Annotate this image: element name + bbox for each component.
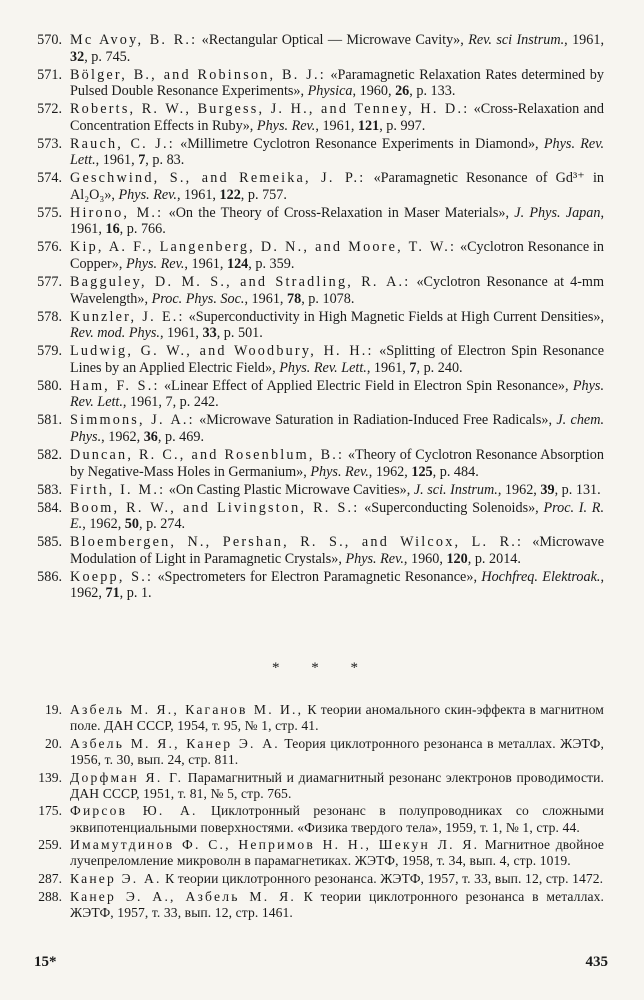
reference-number: 574. — [37, 170, 62, 187]
reference-number: 583. — [37, 481, 62, 498]
reference-entry — [0, 239, 644, 272]
reference-text — [70, 534, 604, 567]
citation-text: , 1962, — [497, 481, 541, 498]
reference-text — [70, 67, 604, 100]
reference-text — [70, 482, 604, 499]
journal-title: Phys. Rev. — [118, 186, 177, 203]
reference-entry — [0, 447, 644, 480]
citation-text: «Superconductivity in High Magnetic Fields at High Current Densities», — [184, 308, 604, 325]
reference-text — [70, 170, 604, 203]
reference-entry — [0, 136, 644, 169]
journal-title: Phys. Rev. — [125, 256, 185, 273]
citation-text: , p. 997. — [379, 117, 426, 134]
volume-number: 124 — [226, 256, 249, 273]
reference-entry — [0, 736, 644, 768]
reference-text — [70, 569, 604, 602]
reference-entry — [0, 871, 644, 887]
reference-entry — [0, 569, 644, 602]
reference-list-russian — [0, 702, 644, 922]
journal-title: Phys. Rev. Lett. — [279, 359, 367, 376]
journal-title: Proc. Phys. Soc. — [151, 290, 245, 307]
author-names: Ludwig, G. W., and Woodbury, H. H.: — [70, 343, 374, 360]
citation-text: , p. 501. — [216, 325, 263, 342]
journal-title: Phys. Rev. Lett. — [70, 135, 604, 169]
citation-text: , 1961, — [366, 359, 410, 376]
citation-text: , 1962, — [368, 463, 412, 480]
journal-title: J. chem. Phys. — [70, 412, 604, 445]
citation-text: «Millimetre Cyclotron Resonance Experiments in Diamond», — [174, 135, 544, 152]
citation-text: «Superconducting Solenoids», — [359, 499, 544, 516]
citation-text: , p. 484. — [432, 463, 479, 480]
volume-number: 71 — [105, 585, 120, 602]
journal-title: Phys. Rev. — [310, 463, 369, 480]
journal-title: Phys. Rev. — [345, 550, 404, 567]
reference-text — [70, 378, 604, 411]
volume-number: 39 — [540, 481, 555, 498]
reference-text — [70, 871, 604, 887]
reference-entry — [0, 889, 644, 921]
reference-number: 577. — [37, 274, 62, 291]
citation-text: «Splitting of Electron Spin Resonance Lines by an Applied Electric Field», — [70, 343, 604, 376]
signature-mark: 15* — [34, 954, 57, 970]
reference-entry — [0, 32, 644, 65]
author-names: Bloembergen, N., Pershan, R. S., and Wilcox, L. R.: — [70, 534, 524, 551]
reference-number: 582. — [37, 446, 62, 463]
reference-number: 580. — [37, 377, 62, 394]
journal-title: J. sci. Instrum. — [413, 481, 498, 498]
citation-text: К теории циклотронного резонанса. ЖЭТФ, 1957, т. 33, вып. 12, стр. 1472. — [161, 870, 604, 886]
author-names: Канер Э. А., Азбель М. Я. — [70, 888, 296, 904]
citation-text: , p. 1078. — [301, 290, 355, 307]
citation-text: , 1961, — [70, 204, 605, 238]
citation-text: , 1960, — [352, 83, 396, 100]
reference-entry — [0, 205, 644, 238]
reference-list-english — [0, 32, 644, 603]
citation-text: Циклотронный резонанс в полупроводниках со сложными эквипотенциальными поверхностями. «Физика твердого тела», 1959, т. 1, № 1, стр. 44. — [70, 803, 605, 835]
reference-number: 585. — [37, 534, 62, 551]
reference-text — [70, 770, 604, 802]
journal-title: Rev. mod. Phys. — [70, 325, 160, 342]
citation-text: , 1961, — [176, 186, 220, 203]
reference-text — [70, 447, 604, 480]
reference-number: 572. — [37, 101, 62, 118]
citation-text: , 1961, — [244, 290, 288, 307]
reference-text — [70, 309, 604, 342]
reference-entry — [0, 378, 644, 411]
reference-entry — [0, 500, 644, 533]
reference-entry — [0, 67, 644, 100]
reference-number: 578. — [37, 308, 62, 325]
reference-entry — [0, 702, 644, 734]
citation-text: , p. 133. — [409, 83, 456, 100]
volume-number: 78 — [287, 290, 302, 307]
reference-entry — [0, 101, 644, 134]
citation-text: , p. 131. — [554, 481, 601, 498]
citation-text: «Linear Effect of Applied Electric Field in Electron Spin Resonance», — [159, 377, 573, 394]
citation-text: «On Casting Plastic Microwave Cavities», — [165, 481, 414, 498]
reference-number: 287. — [38, 870, 62, 886]
citation-text: , p. 469. — [157, 428, 204, 445]
author-names: Koepp, S.: — [70, 568, 154, 585]
citation-text: К теории циклотронного резонанса в металлах. ЖЭТФ, 1957, т. 33, вып. 12, стр. 1461. — [70, 888, 604, 920]
volume-number: 36 — [143, 428, 158, 445]
citation-text: , 1960, — [403, 550, 447, 567]
reference-entry — [0, 343, 644, 376]
reference-number: 573. — [37, 135, 62, 152]
author-names: Дорфман Я. Г. — [70, 769, 184, 785]
citation-text: «Microwave Saturation in Radiation-Induced Free Radicals», — [194, 412, 557, 429]
author-names: Geschwind, S., and Remeika, J. P.: — [70, 170, 366, 187]
author-names: Азбель М. Я., Каганов М. И., — [70, 702, 304, 717]
reference-entry — [0, 837, 644, 869]
author-names: Имамутдинов Ф. С., Непримов Н. Н., Шекун Л. Я. — [70, 837, 480, 853]
reference-text — [70, 736, 604, 768]
reference-entry — [0, 534, 644, 567]
journal-title: Phys. Rev. Lett. — [70, 377, 604, 411]
citation-text: , p. 757. — [240, 186, 287, 203]
volume-number: 125 — [411, 463, 433, 480]
author-names: Firth, I. M.: — [70, 481, 166, 498]
volume-number: 33 — [202, 325, 217, 342]
reference-number: 19. — [45, 702, 62, 717]
citation-text: Магнитное двойное лучепреломление микроволн в парамагнетиках. ЖЭТФ, 1958, т. 34, вып. 4, стр. 1019. — [70, 837, 605, 869]
citation-text: , p. 359. — [248, 256, 295, 273]
citation-text: , p. 83. — [145, 152, 185, 169]
author-names: Ham, F. S.: — [70, 377, 160, 394]
author-names: Фирсов Ю. А. — [70, 803, 198, 819]
journal-title: Hochfreq. Elektroak. — [481, 568, 601, 585]
volume-number: 121 — [357, 117, 380, 134]
citation-text: «Theory of Cyclotron Resonance Absorption by Negative-Mass Holes in Germanium», — [70, 446, 604, 480]
reference-text — [70, 205, 604, 238]
reference-text — [70, 837, 604, 869]
volume-number: 50 — [124, 516, 139, 533]
section-separator: * * * — [272, 660, 372, 676]
volume-number: 7 — [138, 152, 146, 169]
author-names: Mc Avoy, B. R.: — [70, 32, 198, 48]
reference-entry — [0, 770, 644, 802]
citation-text: , p. 240. — [416, 359, 463, 376]
reference-text — [70, 32, 604, 65]
reference-number: 571. — [37, 66, 62, 83]
citation-text: «Microwave Modulation of Light in Paramagnetic Crystals», — [70, 534, 604, 567]
reference-text — [70, 343, 604, 376]
author-names: Азбель М. Я., Канер Э. А. — [70, 735, 280, 751]
journal-title: Proc. I. R. E. — [70, 499, 605, 533]
author-names: Boom, R. W., and Livingston, R. S.: — [70, 499, 360, 516]
reference-text — [70, 702, 604, 734]
reference-text — [70, 803, 604, 835]
volume-number: 16 — [105, 221, 120, 238]
citation-text: «On the Theory of Cross-Relaxation in Maser Materials», — [163, 204, 515, 221]
reference-text — [70, 500, 604, 533]
reference-entry — [0, 274, 644, 307]
citation-text: Теория циклотронного резонанса в металлах. ЖЭТФ, 1956, т. 30, вып. 24, стр. 811. — [70, 735, 604, 767]
journal-title: J. Phys. Japan — [514, 204, 601, 221]
volume-number: 122 — [219, 186, 241, 203]
journal-title: Rev. sci Instrum. — [468, 32, 565, 48]
volume-number: 32 — [70, 48, 85, 65]
citation-text: , 1962, — [101, 428, 144, 445]
reference-entry — [0, 482, 644, 499]
author-names: Kip, A. F., Langenberg, D. N., and Moore, T. W.: — [70, 239, 457, 256]
reference-text — [70, 412, 604, 445]
author-names: Roberts, R. W., Burgess, J. H., and Tenney, H. D.: — [70, 101, 470, 118]
author-names: Duncan, R. C., and Rosenblum, B.: — [70, 446, 345, 463]
journal-title: Phys. Rev. — [256, 117, 316, 134]
reference-text — [70, 889, 604, 921]
citation-text: «Cross-Relaxation and Concentration Effects in Ruby», — [70, 101, 604, 134]
reference-number: 581. — [37, 412, 62, 429]
reference-text — [70, 274, 604, 307]
citation-text: , p. 2014. — [467, 550, 521, 567]
reference-entry — [0, 803, 644, 835]
citation-text: , 1962, — [82, 516, 125, 533]
citation-text: , p. 745. — [84, 48, 131, 65]
author-names: Rauch, C. J.: — [70, 135, 175, 152]
reference-number: 586. — [37, 568, 62, 585]
reference-entry — [0, 170, 644, 203]
citation-text: , p. 1. — [119, 585, 152, 602]
citation-text: , p. 766. — [119, 221, 166, 238]
reference-text — [70, 136, 604, 169]
author-names: Канер Э. А. — [70, 870, 162, 886]
citation-text: К теории аномального скин-эффекта в магнитном поле. ДАН СССР, 1954, т. 95, № 1, стр. 41. — [70, 702, 604, 734]
reference-number: 576. — [37, 239, 62, 256]
volume-number: 120 — [446, 550, 468, 567]
citation-text: «Cyclotron Resonance at 4-mm Wavelength», — [70, 274, 604, 307]
reference-number: 20. — [45, 735, 62, 751]
citation-text: «Spectrometers for Electron Paramagnetic Resonance», — [153, 568, 482, 585]
citation-text: , 1961, — [315, 117, 358, 134]
reference-number: 570. — [37, 32, 62, 48]
author-names: Bagguley, D. M. S., and Stradling, R. A.: — [70, 274, 411, 291]
reference-number: 584. — [37, 499, 62, 516]
volume-number: 7 — [409, 359, 417, 376]
reference-number: 288. — [38, 888, 62, 904]
citation-text: «Cyclotron Resonance in Copper», — [70, 239, 604, 273]
reference-number: 259. — [38, 837, 62, 853]
citation-text: , 1961, — [95, 152, 139, 169]
reference-number: 175. — [38, 803, 62, 819]
citation-text: «Paramagnetic Resonance of Gd³⁺ in Al₂O₃», — [70, 170, 604, 203]
author-names: Hirono, M.: — [70, 204, 164, 221]
reference-number: 579. — [37, 343, 62, 360]
reference-number: 139. — [38, 769, 62, 785]
reference-text — [70, 101, 604, 134]
volume-number: 26 — [395, 83, 410, 100]
citation-text: , 1961, — [184, 256, 227, 273]
author-names: Kunzler, J. E.: — [70, 308, 185, 325]
citation-text: «Paramagnetic Relaxation Rates determined by Pulsed Double Resonance Experiments», — [70, 66, 604, 100]
reference-text — [70, 239, 604, 272]
citation-text: , 1961, — [159, 325, 203, 342]
author-names: Bölger, B., and Robinson, B. J.: — [70, 66, 326, 83]
page-number: 435 — [585, 954, 608, 970]
citation-text: , 1962, — [70, 568, 605, 602]
journal-title: Physica — [307, 83, 353, 100]
citation-text: «Rectangular Optical — Microwave Cavity», — [197, 32, 469, 48]
citation-text: , 1961, — [564, 32, 604, 48]
citation-text: Парамагнитный и диамагнитный резонанс электронов проводимости. ДАН СССР, 1951, т. 81, № 5, стр. 765. — [70, 769, 604, 801]
citation-text: , 1961, 7, p. 242. — [122, 394, 219, 411]
reference-entry — [0, 412, 644, 445]
reference-number: 575. — [37, 204, 62, 221]
author-names: Simmons, J. A.: — [70, 412, 195, 429]
citation-text: , p. 274. — [138, 516, 186, 533]
reference-entry — [0, 309, 644, 342]
